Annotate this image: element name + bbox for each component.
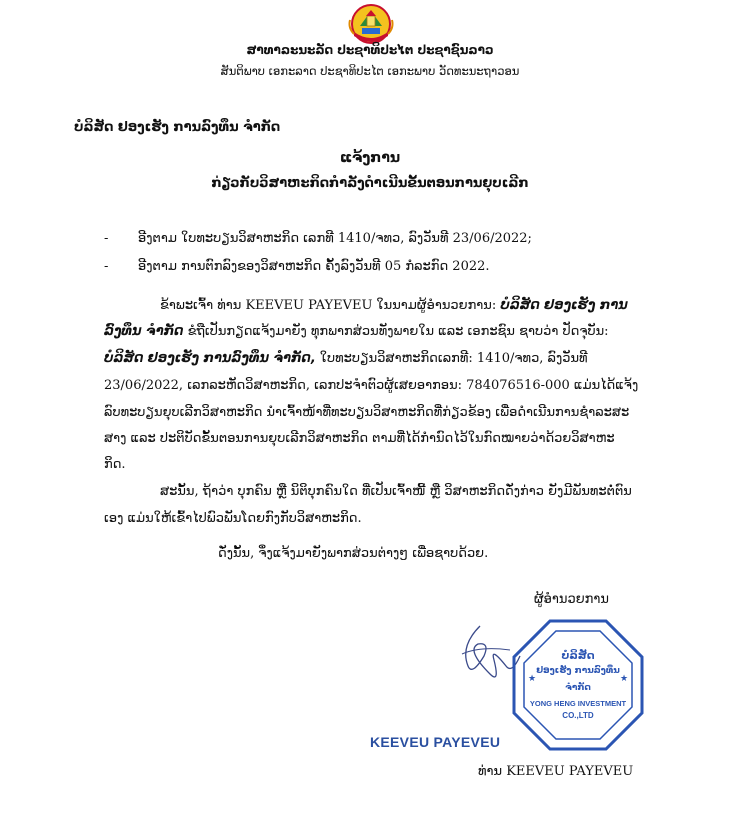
body-line: [160, 298, 628, 313]
reference-text: ອີງຕາມ ໃບທະບຽນວິສາຫະກິດ ເລກທີ 1410/ຈທວ, ລົງວັນທີ 23/06/2022;: [138, 231, 532, 246]
body-line: 23/06/2022, ເລກລະຫັດວິສາຫະກິດ, ເລກປະຈຳຕົວຜູ້ເສຍອາກອນ: 784076516-000 ແມ່ນໄດ້ແຈ້ງ: [104, 378, 639, 393]
body-text: ໃບທະບຽນວິສາຫະກິດເລກທີ: 1410/ຈທວ, ລົງວັນທີ: [319, 351, 588, 366]
company-name-inline: ລົງທຶນ ຈຳກັດ: [104, 324, 184, 339]
body-line: ເອງ ແມ່ນໃຫ້ເຂົ້າໄປພົວພັນໂດຍກົງກັບວິສາຫະກິດ.: [104, 511, 362, 526]
body-line: [104, 351, 588, 366]
stamp-line: ຈຳກັດ: [565, 683, 591, 693]
notice-title: ແຈ້ງການ: [339, 150, 401, 166]
signer-role: ຜູ້ອຳນວຍການ: [534, 592, 609, 607]
reference-bullet: -: [104, 231, 109, 246]
country-line: ສາທາລະນະລັດ ປະຊາທິປະໄຕ ປະຊາຊົນລາວ: [246, 43, 494, 57]
body-line: ສະນັ້ນ, ຖ້າວ່າ ບຸກຄົນ ຫຼື ນິຕິບຸກຄົນໃດ ທີ່ເປັນເຈົ້າໜີ້ ຫຼື ວິສາຫະກິດດັ່ງກ່າວ ຍັງມີພັນທະຕໍ່ຕົນ: [160, 484, 632, 499]
body-line: ສາງ ແລະ ປະຕິບັດຂັ້ນຕອນການຍຸບເລີກວິສາຫະກິດ ຕາມທີ່ໄດ້ກຳນົດໄວ້ໃນກົດໝາຍວ່າດ້ວຍວິສາຫະ: [104, 431, 615, 446]
stamp-line: ບໍລິສັດ: [561, 649, 595, 662]
company-name-inline: ບໍລິສັດ ຢອງເຮັງ ການລົງທຶນ ຈຳກັດ,: [104, 351, 316, 366]
signer-name: ທ່ານ KEEVEU PAYEVEU: [478, 764, 634, 779]
printed-signer-name: KEEVEU PAYEVEU: [370, 734, 501, 750]
motto-line: ສັນຕິພາບ ເອກະລາດ ປະຊາທິປະໄຕ ເອກະພາບ ວັດທະນະຖາວອນ: [220, 64, 520, 78]
lao-national-emblem-icon: [344, 2, 398, 46]
company-name-inline: ບໍລິສັດ ຢອງເຮັງ ການ: [500, 298, 628, 313]
closing-line: ດັ່ງນັ້ນ, ຈຶ່ງແຈ້ງມາຍັງພາກສ່ວນຕ່າງໆ ເພື່ອຊາບດ້ວຍ.: [218, 546, 489, 561]
svg-text:★: ★: [620, 674, 629, 684]
company-name: ບໍລິສັດ ຢອງເຮັງ ການລົງທຶນ ຈຳກັດ: [74, 120, 281, 135]
svg-text:★: ★: [528, 674, 537, 684]
stamp-line: CO.,LTD: [562, 711, 594, 720]
body-line: ກິດ.: [104, 457, 126, 472]
body-line: ລົບທະບຽນຍຸບເລີກວິສາຫະກິດ ນຳເຈົ້າໜ້າທີ່ທະບຽນວິສາຫະກິດທີ່ກ່ຽວຂ້ອງ ເພື່ອດຳເນີນການຊຳລະສະ: [104, 405, 630, 420]
reference-bullet: -: [104, 259, 109, 274]
body-line: [104, 324, 609, 339]
body-text: ຂໍຖືເປັນກຽດແຈ້ງມາຍັງ ທຸກພາກສ່ວນທັງພາຍໃນ ແລະ ເອກະຊົນ ຊາບວ່າ ປັດຈຸບັນ:: [187, 324, 609, 339]
stamp-text: [508, 615, 648, 755]
stamp-line: ຢອງເຮັງ ການລົງທຶນ: [536, 666, 620, 676]
reference-text: ອີງຕາມ ການຕົກລົງຂອງວິສາຫະກິດ ຄັ້ງລົງວັນທີ 05 ກໍລະກົດ 2022.: [138, 259, 490, 274]
notice-subtitle: ກ່ຽວກັບວິສາຫະກິດກຳລັງດຳເນີນຂັ້ນຕອນການຍຸບເລີກ: [211, 176, 529, 191]
stamp-line: YONG HENG INVESTMENT: [529, 699, 627, 708]
body-text: ຂ້າພະເຈົ້າ ທ່ານ KEEVEU PAYEVEU ໃນນາມຜູ້ອຳນວຍການ:: [160, 298, 497, 313]
